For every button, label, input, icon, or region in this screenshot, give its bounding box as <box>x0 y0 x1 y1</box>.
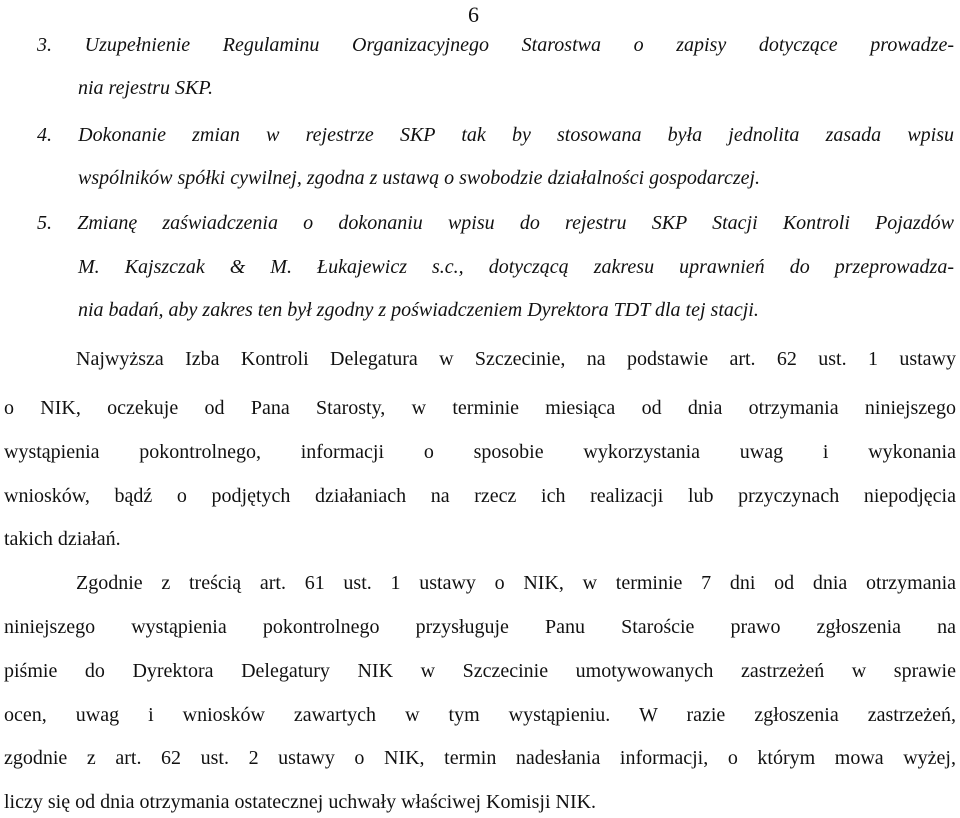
list-item-5-line-3: nia badań, aby zakres ten był zgodny z poświadczeniem Dyrektora TDT dla tej stacji. <box>78 299 759 321</box>
paragraph-line: Zgodnie z treścią art. 61 ust. 1 ustawy o NIK, w terminie 7 dni od dnia otrzymania <box>76 572 956 594</box>
list-item-3-line-2: nia rejestru SKP. <box>78 77 214 99</box>
paragraph-line: niniejszego wystąpienia pokontrolnego przysługuje Panu Staroście prawo zgłoszenia na <box>4 616 956 638</box>
paragraph-line: liczy się od dnia otrzymania ostatecznej uchwały właściwej Komisji NIK. <box>4 791 597 813</box>
paragraph-line: ocen, uwag i wniosków zawartych w tym wystąpieniu. W razie zgłoszenia zastrzeżeń, <box>4 704 956 726</box>
paragraph-line: piśmie do Dyrektora Delegatury NIK w Szczecinie umotywowanych zastrzeżeń w sprawie <box>4 660 956 682</box>
list-item-4-line-1: 4. Dokonanie zmian w rejestrze SKP tak by stosowana była jednolita zasada wpisu <box>37 124 954 146</box>
list-item-3-line-1: 3. Uzupełnienie Regulaminu Organizacyjnego Starostwa o zapisy dotyczące prowadze- <box>37 34 954 56</box>
paragraph-line: wystąpienia pokontrolnego, informacji o sposobie wykorzystania uwag i wykonania <box>4 441 956 463</box>
paragraph-line: zgodnie z art. 62 ust. 2 ustawy o NIK, termin nadesłania informacji, o którym mowa wyżej, <box>4 747 956 769</box>
paragraph-line: o NIK, oczekuje od Pana Starosty, w terminie miesiąca od dnia otrzymania niniejszego <box>4 397 956 419</box>
list-item-5-line-1: 5. Zmianę zaświadczenia o dokonaniu wpisu do rejestru SKP Stacji Kontroli Pojazdów <box>37 212 954 234</box>
list-item-4-line-2: wspólników spółki cywilnej, zgodna z ustawą o swobodzie działalności gospodarczej. <box>78 167 761 189</box>
paragraph-line: takich działań. <box>4 528 121 550</box>
page-number: 6 <box>468 2 479 27</box>
paragraph-line: Najwyższa Izba Kontroli Delegatura w Szczecinie, na podstawie art. 62 ust. 1 ustawy <box>76 348 956 370</box>
list-item-5-line-2: M. Kajszczak & M. Łukajewicz s.c., dotyczącą zakresu uprawnień do przeprowadza- <box>78 256 954 278</box>
paragraph-line: wniosków, bądź o podjętych działaniach na rzecz ich realizacji lub przyczynach niepodjęcia <box>4 485 956 507</box>
